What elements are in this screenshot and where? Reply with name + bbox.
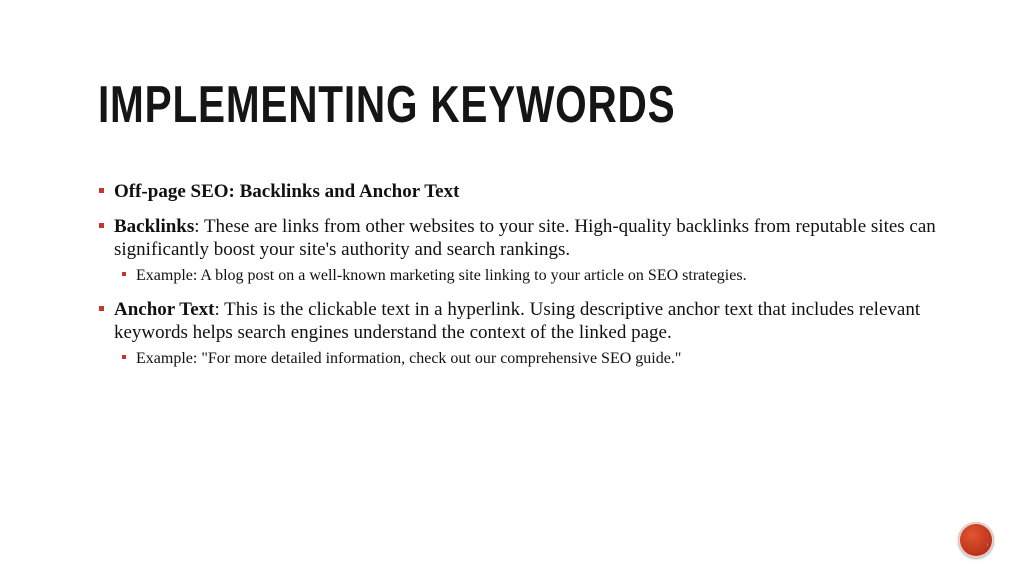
bullet-heading: Off-page SEO: Backlinks and Anchor Text	[114, 181, 460, 202]
next-slide-button[interactable]	[958, 522, 994, 558]
bullet-text-anchor-text: : This is the clickable text in a hyperlink. Using descriptive anchor text that includes relevant keywords helps search engines understand the context of the linked page.	[114, 299, 921, 343]
slide-content	[96, 180, 946, 381]
bullet-term-anchor-text: Anchor Text	[114, 299, 215, 320]
bullet-text-backlinks: : These are links from other websites to your site. High-quality backlinks from reputable sites can significantly boost your site's authority and search rankings.	[114, 216, 936, 260]
nav-glyph-icon: ›	[986, 542, 988, 548]
bullet-term-backlinks: Backlinks	[114, 216, 195, 237]
slide-title: IMPLEMENTING KEYWORDS	[98, 76, 676, 134]
bullet-backlinks	[96, 215, 946, 286]
bullet-anchor-text	[96, 298, 946, 369]
sub-bullet-backlinks-example: Example: A blog post on a well-known marketing site linking to your article on SEO strategies.	[114, 265, 946, 286]
sub-bullet-anchor-example: Example: "For more detailed information, check out our comprehensive SEO guide."	[114, 348, 946, 369]
bullet-offpage-seo	[96, 180, 946, 203]
